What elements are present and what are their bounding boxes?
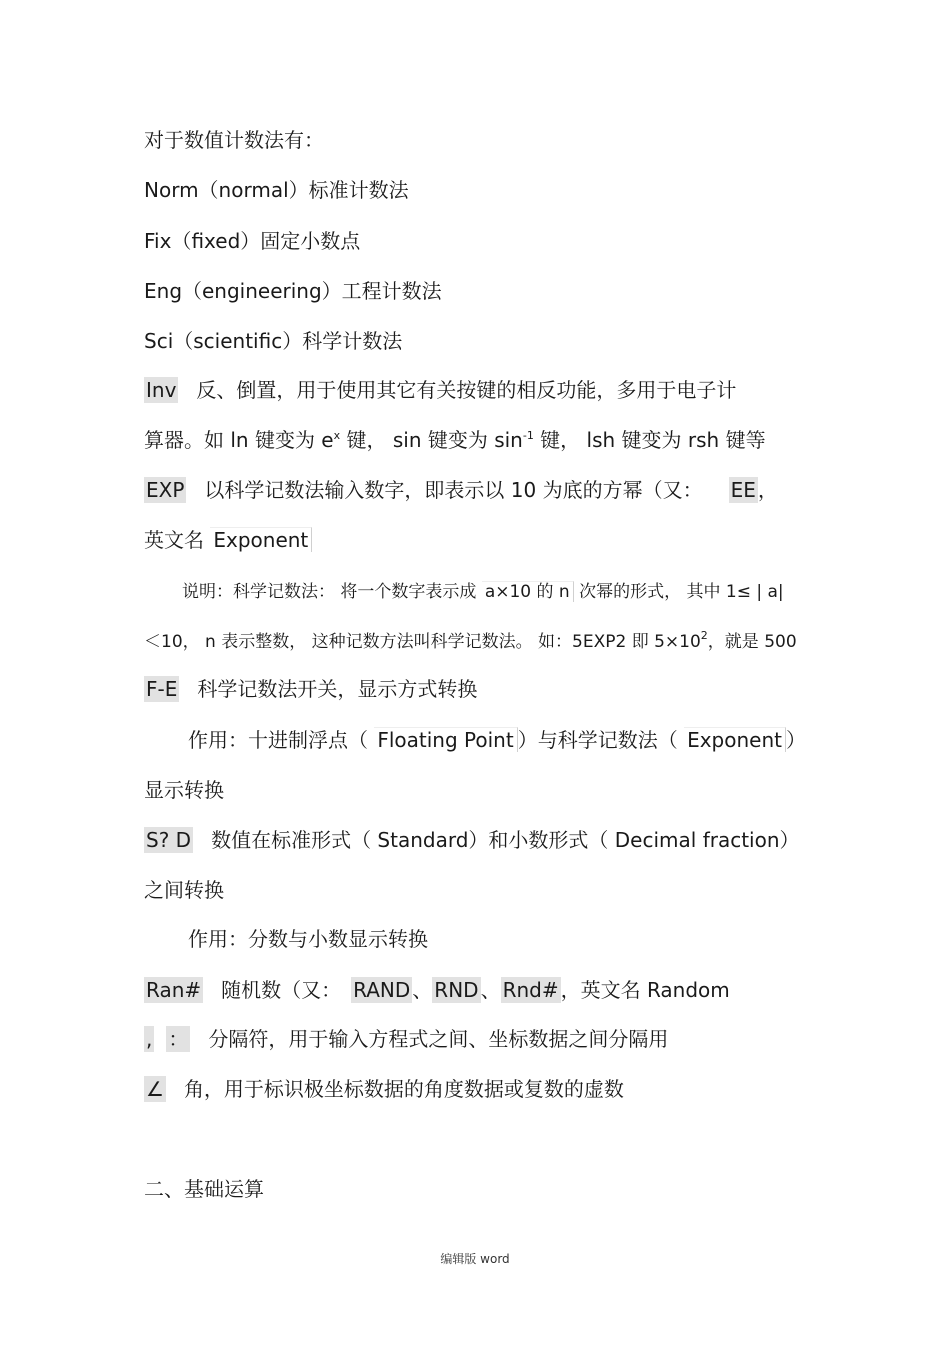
ran-line <box>144 978 730 1002</box>
ee-key-label: EE <box>730 478 756 502</box>
inv-sup-neg1: -1 <box>522 429 534 442</box>
section-heading: 二、基础运算 <box>144 1177 264 1201</box>
exp-note-2 <box>144 630 797 654</box>
angle-line <box>144 1077 624 1101</box>
exp-line-2 <box>144 528 312 552</box>
ran-key-label: Ran# <box>146 978 202 1002</box>
ran-desc-a: 随机数（又： <box>221 978 342 1002</box>
sd-line <box>144 828 800 852</box>
fe-exponent: Exponent <box>684 727 786 752</box>
rnd-key-label: RND <box>434 978 479 1002</box>
rnd-hash-key-label: Rnd# <box>502 978 559 1002</box>
exp-comma: ， <box>757 478 778 502</box>
exp-note-1 <box>182 580 784 604</box>
fe-floating-point: Floating Point <box>374 727 517 752</box>
angle-key-label: ∠ <box>146 1077 164 1101</box>
mode-eng: Eng（engineering）工程计数法 <box>144 279 442 303</box>
colon-key-label: ： <box>168 1027 189 1051</box>
exp-key-label: EXP <box>146 478 185 502</box>
comma-key-label: , <box>146 1027 153 1051</box>
exp-english-name: Exponent <box>210 527 312 552</box>
note-prefix: 说明：科学记数法： 将一个数字表示成 <box>182 582 482 602</box>
fe-key-label: F-E <box>146 677 178 701</box>
inv-example-a: 算器。如 ln 键变为 e <box>144 428 334 452</box>
fe-line <box>144 677 477 701</box>
page-footer: 编辑版 word <box>440 1252 510 1266</box>
inv-line <box>144 378 736 402</box>
ran-sep-2: 、 <box>480 978 501 1002</box>
mode-sci: Sci（scientific）科学计数法 <box>144 329 403 353</box>
fe-usage-b: ）与科学记数法（ <box>517 728 685 752</box>
exp-description: 以科学记数法输入数字，即表示以 10 为底的方幂（又： <box>204 478 703 502</box>
rand-key-label: RAND <box>353 978 411 1002</box>
fe-description: 科学记数法开关，显示方式转换 <box>197 677 478 701</box>
note-suffix: 次幂的形式， 其中 1≤ | a| <box>573 582 784 602</box>
inv-description: 反、倒置，用于使用其它有关按键的相反功能，多用于电子计 <box>196 378 737 402</box>
inv-line-2 <box>144 428 766 452</box>
exp-english-prefix: 英文名 <box>144 528 211 552</box>
sd-description: 数值在标准形式（ Standard）和小数形式（ Decimal fraction） <box>211 828 800 852</box>
ran-desc-b: ，英文名 Random <box>560 978 730 1002</box>
fe-usage-line-2: 显示转换 <box>144 778 224 802</box>
note2-b: 表示整数， 这种记数方法叫科学记数法。 如：5EXP2 即 5×10 <box>215 632 701 652</box>
note2-a: ＜10， n <box>144 632 216 652</box>
fe-usage-c: ） <box>785 728 806 752</box>
mode-norm: Norm（normal）标准计数法 <box>144 178 409 202</box>
note2-sup: 2 <box>700 629 708 642</box>
sd-key-label: S? D <box>146 828 192 852</box>
separator-line <box>144 1027 668 1051</box>
sd-line-2: 之间转换 <box>144 878 224 902</box>
inv-sup-x: x <box>333 429 341 442</box>
intro-text: 对于数值计数法有： <box>144 128 324 152</box>
fe-usage-a: 作用：十进制浮点（ <box>188 728 375 752</box>
mode-fix: Fix（fixed）固定小数点 <box>144 229 361 253</box>
separator-description: 分隔符，用于输入方程式之间、坐标数据之间分隔用 <box>208 1027 669 1051</box>
note-formula: a×10 的 n <box>482 581 574 602</box>
inv-example-b: 键， sin 键变为 sin <box>340 428 523 452</box>
sd-usage: 作用：分数与小数显示转换 <box>188 927 428 951</box>
inv-example-c: 键， lsh 键变为 rsh 键等 <box>533 428 766 452</box>
exp-line <box>144 478 778 502</box>
inv-key-label: Inv <box>146 378 177 402</box>
note2-c: ，就是 500 <box>707 632 797 652</box>
ran-sep-1: 、 <box>412 978 433 1002</box>
fe-usage <box>188 728 806 752</box>
angle-description: 角，用于标识极坐标数据的角度数据或复数的虚数 <box>183 1077 624 1101</box>
